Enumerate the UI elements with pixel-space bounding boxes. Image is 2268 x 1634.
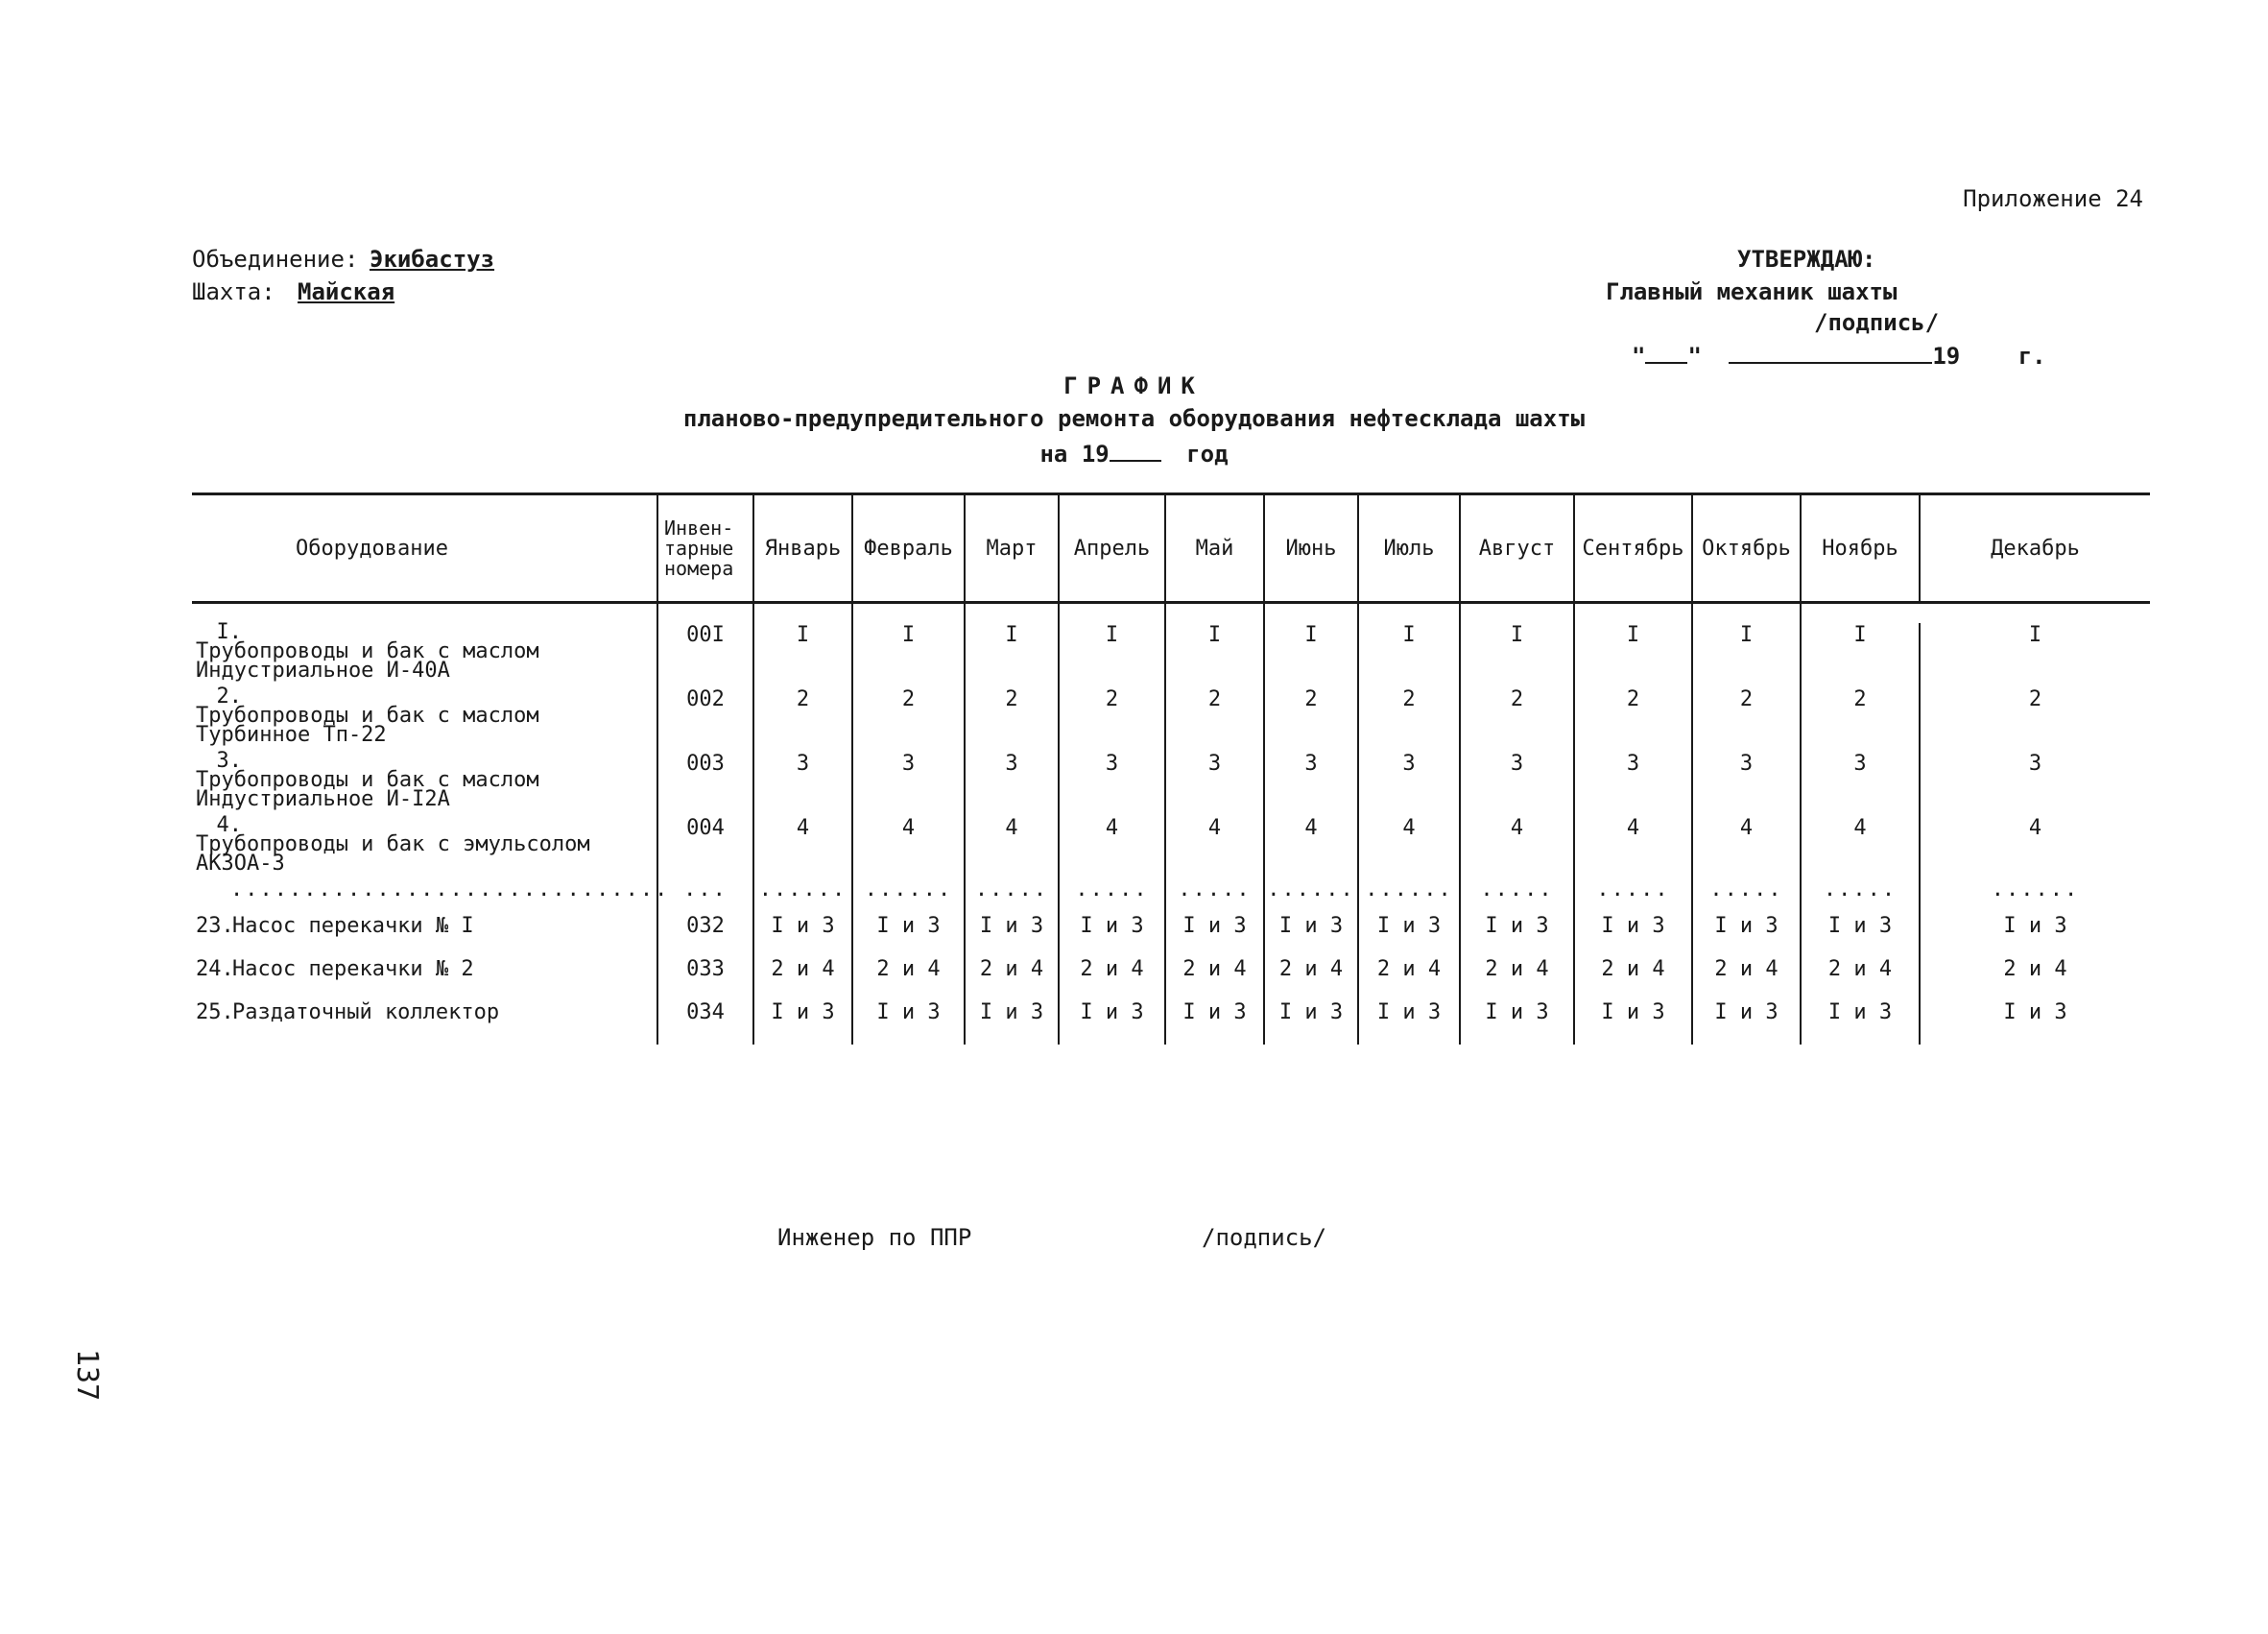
month-cell: 2 и 4 [852, 958, 965, 1001]
ellipsis-row [192, 880, 2150, 915]
approval-signature: /подпись/ [1814, 309, 1940, 336]
date-year-suffix: г. [2017, 343, 2046, 370]
month-cell: I [852, 623, 965, 687]
month-cell: I [1059, 623, 1165, 687]
month-cell: I и 3 [1165, 1001, 1264, 1045]
month-cell: I и 3 [852, 1001, 965, 1045]
month-cell: 4 [852, 816, 965, 880]
month-cell: 3 [1059, 752, 1165, 816]
day-blank [1645, 341, 1687, 364]
ellipsis-cell: ...... [1358, 880, 1460, 915]
equipment-cell [192, 813, 657, 880]
month-cell: I [1801, 623, 1920, 687]
header-month-mar: Март [965, 494, 1059, 603]
ellipsis-cell: ..... [1801, 880, 1920, 915]
ellipsis-cell: ..... [1460, 880, 1574, 915]
ellipsis-equipment: .............................. [230, 877, 670, 901]
header-month-sep: Сентябрь [1574, 494, 1692, 603]
equipment-name: Трубопроводы и бак с маслом Турбинное Тп-22 [196, 704, 539, 747]
equipment-cell [192, 1001, 657, 1045]
month-cell: 2 и 4 [1692, 958, 1801, 1001]
table-header-row [192, 494, 2150, 603]
month-cell: I и 3 [1264, 1001, 1358, 1045]
month-cell: 4 [1460, 816, 1574, 880]
month-cell: 4 [753, 816, 852, 880]
month-cell: 2 и 4 [1059, 958, 1165, 1001]
month-cell: I [1574, 623, 1692, 687]
equipment-name: Трубопроводы и бак с маслом Индустриальное И-40А [196, 639, 539, 683]
header-equipment: Оборудование [192, 494, 657, 603]
date-quote-open: " [1632, 343, 1646, 370]
table-row [192, 687, 2150, 752]
month-cell: I [1165, 623, 1264, 687]
spacer-row [192, 603, 2150, 624]
month-cell: I [1264, 623, 1358, 687]
ellipsis-cell: ...... [1920, 880, 2150, 915]
inventory-number: 034 [657, 1001, 753, 1045]
month-cell: I и 3 [1574, 1001, 1692, 1045]
ellipsis-inventory: ... [657, 880, 753, 915]
association-line [192, 246, 494, 273]
month-cell: 2 [753, 687, 852, 752]
month-cell: I и 3 [1920, 1001, 2150, 1045]
item-number: 2. [216, 685, 242, 709]
month-cell: I [1920, 623, 2150, 687]
header-inventory-line1: Инвен- [664, 516, 734, 540]
inventory-number: 032 [657, 915, 753, 958]
ellipsis-cell: ..... [1574, 880, 1692, 915]
month-cell: 3 [1574, 752, 1692, 816]
month-cell: 2 [1264, 687, 1358, 752]
month-cell: 2 и 4 [1358, 958, 1460, 1001]
equipment-name: Раздаточный коллектор [232, 1000, 500, 1024]
month-cell: I и 3 [1059, 915, 1165, 958]
header-month-nov: Ноябрь [1801, 494, 1920, 603]
month-cell: I и 3 [1460, 1001, 1574, 1045]
document-year-line [0, 439, 2268, 468]
month-cell: 2 [1801, 687, 1920, 752]
month-cell: I [1460, 623, 1574, 687]
month-cell: 2 [852, 687, 965, 752]
header-inventory-line2: тарные [664, 536, 734, 560]
month-cell: 3 [1165, 752, 1264, 816]
month-cell: I [965, 623, 1059, 687]
month-cell: I и 3 [1574, 915, 1692, 958]
header-month-jul: Июль [1358, 494, 1460, 603]
month-cell: I и 3 [1165, 915, 1264, 958]
month-cell: I и 3 [1692, 1001, 1801, 1045]
month-blank [1729, 341, 1932, 364]
approval-role: Главный механик шахты [1606, 278, 1898, 305]
month-cell: 2 и 4 [1165, 958, 1264, 1001]
month-cell: 3 [1920, 752, 2150, 816]
equipment-cell [192, 620, 657, 687]
item-number: 4. [216, 813, 242, 837]
approval-date [1632, 341, 2046, 370]
engineer-signature: /подпись/ [1202, 1224, 1327, 1251]
month-cell: I [1692, 623, 1801, 687]
month-cell: 2 и 4 [1574, 958, 1692, 1001]
maintenance-schedule-table [192, 493, 2150, 1045]
year-suffix: год [1186, 441, 1229, 468]
month-cell: 3 [852, 752, 965, 816]
month-cell: I и 3 [1801, 915, 1920, 958]
date-year-prefix: 19 [1932, 343, 1961, 370]
inventory-number: 002 [657, 687, 753, 752]
month-cell: I [753, 623, 852, 687]
inventory-number: 00I [657, 623, 753, 687]
header-inventory-line3: номера [664, 556, 734, 580]
table-row [192, 958, 2150, 1001]
month-cell: 4 [1801, 816, 1920, 880]
month-cell: I и 3 [753, 1001, 852, 1045]
association-value: Экибастуз [370, 246, 495, 273]
month-cell: 2 [965, 687, 1059, 752]
month-cell: I и 3 [1692, 915, 1801, 958]
ellipsis-cell: ...... [852, 880, 965, 915]
month-cell: 2 и 4 [753, 958, 852, 1001]
month-cell: 2 [1059, 687, 1165, 752]
year-blank [1110, 439, 1161, 462]
equipment-cell [192, 687, 657, 752]
inventory-number: 003 [657, 752, 753, 816]
header-month-oct: Октябрь [1692, 494, 1801, 603]
table-row [192, 623, 2150, 687]
document-title: ГРАФИК [1063, 372, 1205, 399]
month-cell: 4 [1264, 816, 1358, 880]
equipment-cell [192, 915, 657, 958]
year-prefix: на 19 [1039, 441, 1110, 468]
equipment-cell [192, 958, 657, 1001]
month-cell: 2 и 4 [965, 958, 1059, 1001]
month-cell: I и 3 [1920, 915, 2150, 958]
month-cell: I и 3 [1358, 915, 1460, 958]
header-inventory [657, 494, 753, 603]
month-cell: I и 3 [965, 1001, 1059, 1045]
ellipsis-cell: ..... [1165, 880, 1264, 915]
ellipsis-cell: ..... [1692, 880, 1801, 915]
header-month-dec: Декабрь [1920, 494, 2150, 603]
month-cell: 4 [1920, 816, 2150, 880]
month-cell: I и 3 [1358, 1001, 1460, 1045]
month-cell: I и 3 [1801, 1001, 1920, 1045]
month-cell: I и 3 [852, 915, 965, 958]
ellipsis-cell: ..... [1059, 880, 1165, 915]
ellipsis-cell: ...... [1264, 880, 1358, 915]
header-month-apr: Апрель [1059, 494, 1165, 603]
mine-label: Шахта: [192, 278, 275, 305]
month-cell: 4 [1574, 816, 1692, 880]
mine-value: Майская [298, 278, 395, 305]
month-cell: 4 [1165, 816, 1264, 880]
month-cell: I и 3 [965, 915, 1059, 958]
month-cell: 3 [1358, 752, 1460, 816]
header-month-jan: Январь [753, 494, 852, 603]
month-cell: 2 [1920, 687, 2150, 752]
month-cell: I [1358, 623, 1460, 687]
month-cell: 4 [965, 816, 1059, 880]
item-number: 24. [196, 957, 234, 981]
month-cell: 2 [1692, 687, 1801, 752]
table-row [192, 1001, 2150, 1045]
table-row [192, 816, 2150, 880]
month-cell: 2 [1460, 687, 1574, 752]
mine-line [192, 278, 394, 305]
ellipsis-cell: ..... [965, 880, 1059, 915]
equipment-name: Насос перекачки № 2 [232, 957, 474, 981]
month-cell: 3 [1264, 752, 1358, 816]
month-cell: 4 [1358, 816, 1460, 880]
page-number: 137 [70, 1349, 104, 1402]
month-cell: 3 [1801, 752, 1920, 816]
month-cell: 2 [1358, 687, 1460, 752]
month-cell: 2 и 4 [1801, 958, 1920, 1001]
item-number: 25. [196, 1000, 234, 1024]
appendix-label: Приложение 24 [1963, 185, 2143, 212]
item-number: I. [216, 620, 242, 644]
ellipsis-cell: ...... [753, 880, 852, 915]
association-label: Объединение: [192, 246, 359, 273]
month-cell: I и 3 [1264, 915, 1358, 958]
month-cell: I и 3 [1059, 1001, 1165, 1045]
document-subtitle: планово-предупредительного ремонта оборудования нефтесклада шахты [682, 405, 1586, 432]
month-cell: 3 [1460, 752, 1574, 816]
equipment-name: Насос перекачки № I [232, 914, 474, 938]
item-number: 3. [216, 749, 242, 773]
header-month-aug: Август [1460, 494, 1574, 603]
month-cell: 2 [1574, 687, 1692, 752]
inventory-number: 004 [657, 816, 753, 880]
approval-title: УТВЕРЖДАЮ: [1737, 246, 1876, 273]
month-cell: 3 [1692, 752, 1801, 816]
inventory-number: 033 [657, 958, 753, 1001]
table-row [192, 752, 2150, 816]
month-cell: I и 3 [753, 915, 852, 958]
header-month-feb: Февраль [852, 494, 965, 603]
month-cell: 4 [1059, 816, 1165, 880]
month-cell: 3 [753, 752, 852, 816]
header-month-may: Май [1165, 494, 1264, 603]
month-cell: 2 и 4 [1460, 958, 1574, 1001]
equipment-cell [192, 749, 657, 816]
month-cell: 3 [965, 752, 1059, 816]
item-number: 23. [196, 914, 234, 938]
month-cell: 2 [1165, 687, 1264, 752]
month-cell: I и 3 [1460, 915, 1574, 958]
engineer-label: Инженер по ППР [777, 1224, 972, 1251]
month-cell: 4 [1692, 816, 1801, 880]
equipment-name: Трубопроводы и бак с маслом Индустриальное И-I2А [196, 768, 539, 811]
equipment-name: Трубопроводы и бак с эмульсолом АКЗОА-3 [196, 832, 590, 876]
table-row [192, 915, 2150, 958]
month-cell: 2 и 4 [1264, 958, 1358, 1001]
month-cell: 2 и 4 [1920, 958, 2150, 1001]
header-month-jun: Июнь [1264, 494, 1358, 603]
date-quote-close: " [1687, 343, 1702, 370]
